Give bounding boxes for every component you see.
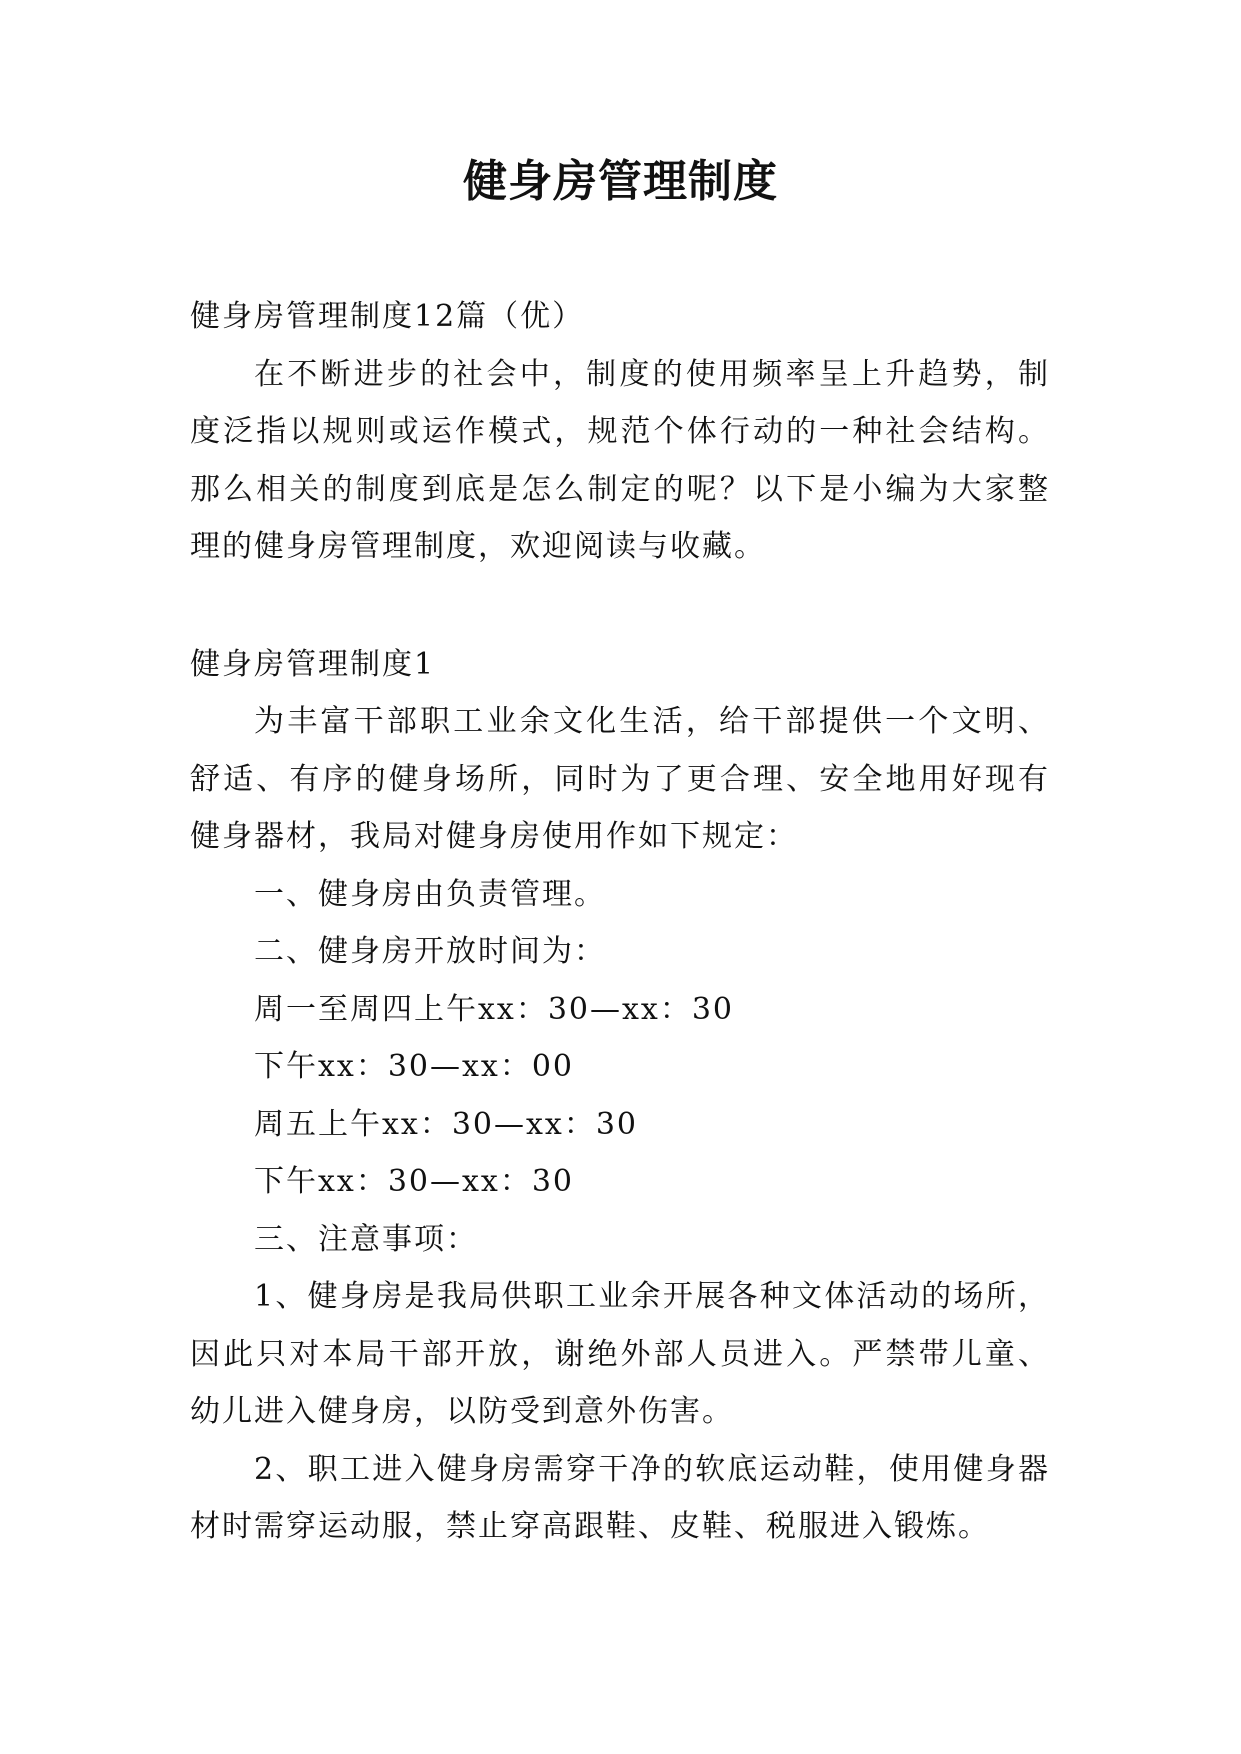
intro-paragraph: 在不断进步的社会中，制度的使用频率呈上升趋势，制度泛指以规则或运作模式，规范个体行动的一种社会结构。那么相关的制度到底是怎么制定的呢？以下是小编为大家整理的健身房管理制度，欢迎阅读与收藏。	[190, 356, 1050, 564]
document-title: 健身房管理制度	[463, 156, 778, 207]
rule-item-3: 三、注意事项：	[254, 1221, 478, 1257]
note-item-1: 1、健身房是我局供职工业余开展各种文体活动的场所，因此只对本局干部开放，谢绝外部人员进入。严禁带儿童、幼儿进入健身房，以防受到意外伤害。	[190, 1279, 1050, 1429]
note-item-2: 2、职工进入健身房需穿干净的软底运动鞋，使用健身器材时需穿运动服，禁止穿高跟鞋、皮鞋、税服进入锻炼。	[190, 1451, 1050, 1544]
subtitle-paragraph: 健身房管理制度12篇（优）	[190, 299, 585, 334]
schedule-line-2: 下午xx：30—xx：00	[254, 1049, 575, 1084]
schedule-line-3: 周五上午xx：30—xx：30	[254, 1106, 639, 1142]
document-body	[190, 288, 1050, 1556]
rule-item-2: 二、健身房开放时间为：	[254, 934, 606, 969]
schedule-line-1: 周一至周四上午xx：30—xx：30	[254, 991, 735, 1027]
rule-item-1: 一、健身房由负责管理。	[254, 876, 606, 912]
section-heading: 健身房管理制度1	[190, 646, 436, 682]
schedule-line-4: 下午xx：30—xx：30	[254, 1164, 575, 1199]
body-paragraph: 为丰富干部职工业余文化生活，给干部提供一个文明、舒适、有序的健身场所，同时为了更合理、安全地用好现有健身器材，我局对健身房使用作如下规定：	[190, 704, 1050, 854]
